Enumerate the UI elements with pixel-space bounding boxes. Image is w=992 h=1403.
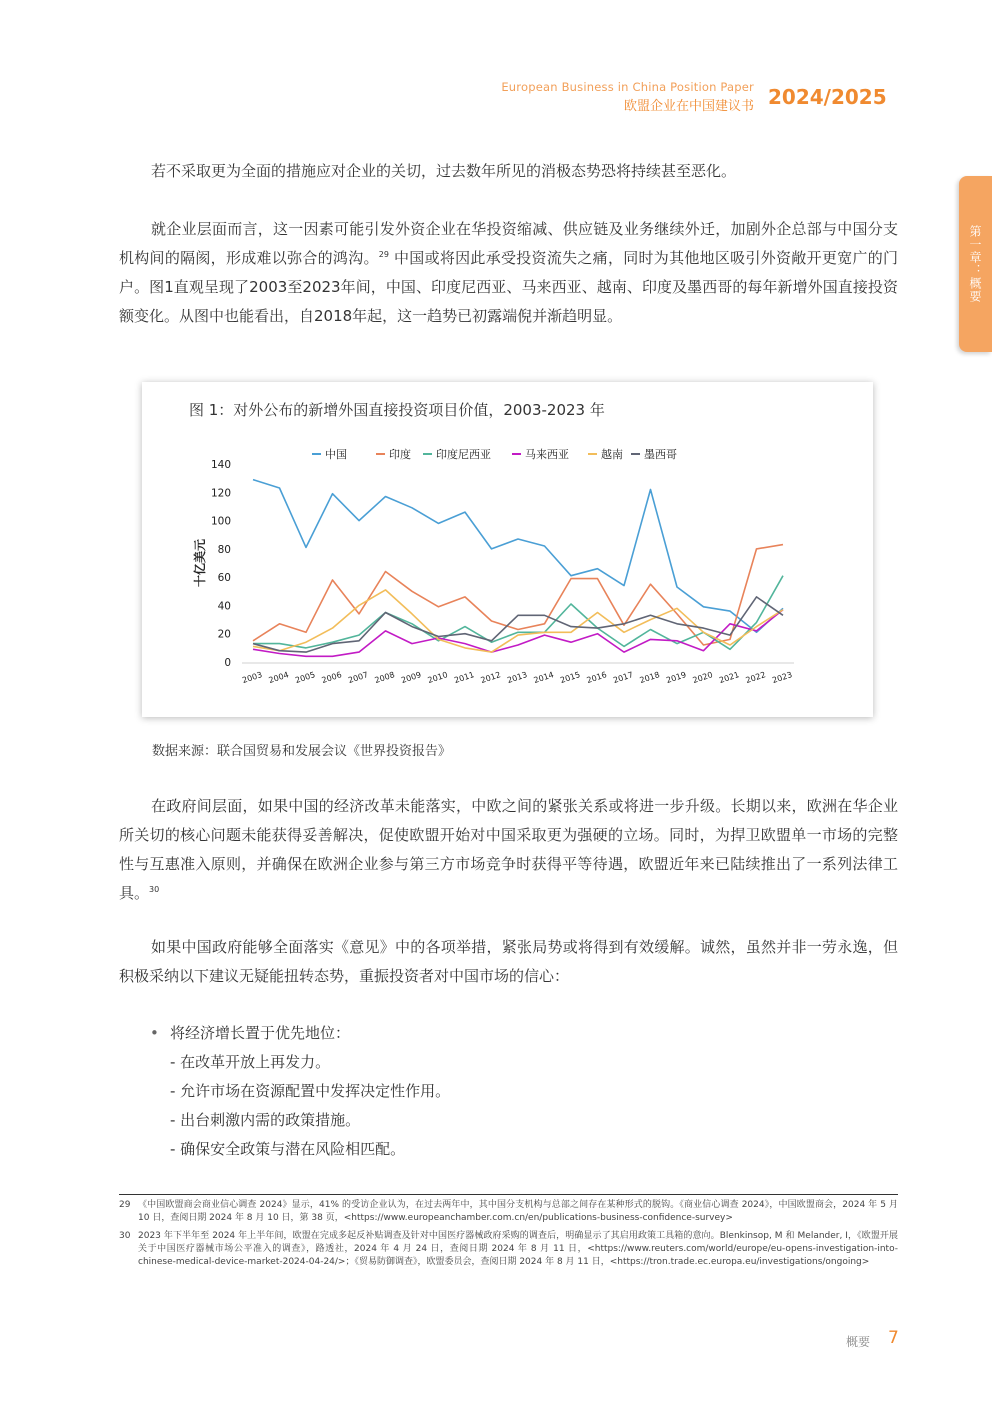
- page-number: 7: [888, 1328, 899, 1348]
- x-tick-label: 2007: [347, 670, 370, 686]
- paragraph-2: [119, 215, 898, 331]
- x-tick-label: 2016: [585, 670, 608, 686]
- x-tick-label: 2004: [267, 670, 290, 686]
- footnote-ref-29[interactable]: 29: [378, 250, 389, 259]
- legend-label: 中国: [325, 448, 347, 461]
- footer-section-label: 概要: [846, 1335, 871, 1349]
- series-line: [253, 576, 783, 650]
- line-chart: [142, 382, 873, 717]
- legend-label: 越南: [601, 448, 623, 461]
- y-tick-label: 0: [224, 657, 231, 669]
- series-line: [253, 545, 783, 645]
- footnote-number: 30: [119, 1231, 131, 1241]
- x-tick-label: 2011: [453, 670, 476, 686]
- footnote-29: [119, 1199, 898, 1225]
- series-line: [253, 480, 783, 633]
- recommendation-list: [150, 1019, 450, 1164]
- x-tick-label: 2014: [532, 670, 555, 686]
- x-tick-label: 2003: [241, 670, 264, 686]
- x-tick-label: 2008: [373, 670, 396, 686]
- y-axis-label: 十亿美元: [193, 538, 207, 588]
- x-tick-label: 2018: [638, 670, 661, 686]
- x-tick-label: 2009: [400, 670, 423, 686]
- footnote-ref-30[interactable]: 30: [149, 885, 160, 894]
- y-tick-label: 40: [217, 600, 231, 613]
- sub-item: - 出台刺激内需的政策措施。: [170, 1111, 361, 1129]
- paragraph-3-text: 在政府间层面，如果中国的经济改革未能落实，中欧之间的紧张关系或将进一步升级。长期以来，欧洲在华企业所关切的核心问题未能获得妥善解决，促使欧盟开始对中国采取更为强硬的立场。同时，为捍卫欧盟单一市场的完整性与互惠准入原则，并确保在欧洲企业参与第三方市场竞争时获得平等待遇，欧盟近年来已陆续推出了一系列法律工具。: [119, 797, 898, 902]
- header-english-title: European Business in China Position Paper: [501, 80, 754, 94]
- x-tick-label: 2006: [320, 670, 343, 686]
- x-tick-label: 2013: [506, 670, 529, 686]
- bullet-item: [150, 1019, 450, 1048]
- figure-1: [142, 382, 873, 717]
- paragraph-3: [119, 792, 898, 908]
- x-tick-label: 2022: [744, 670, 767, 686]
- paragraph-2-text-b: 中国或将因此承受投资流失之痛，同时为其他地区吸引外资敞开更宽广的门户。图1直观呈现了2003至2023年间，中国、印度尼西亚、马来西亚、越南、印度及墨西哥的每年新增外国直接投资额变化。从图中也能看出，自2018年起，这一趋势已初露端倪并渐趋明显。: [119, 249, 898, 325]
- sub-item: - 允许市场在资源配置中发挥决定性作用。: [170, 1082, 451, 1100]
- chapter-tab[interactable]: [959, 176, 992, 352]
- header-year: 2024/2025: [768, 85, 887, 109]
- x-tick-label: 2017: [612, 670, 635, 686]
- paragraph-4: 如果中国政府能够全面落实《意见》中的各项举措，紧张局势或将得到有效缓解。诚然，虽然并非一劳永逸，但积极采纳以下建议无疑能扭转态势，重振投资者对中国市场的信心：: [119, 938, 898, 985]
- footnote-divider: [119, 1194, 898, 1195]
- x-tick-label: 2005: [294, 670, 317, 686]
- bullet-item-label: 将经济增长置于优先地位：: [170, 1024, 351, 1042]
- legend-label: 印度尼西亚: [436, 448, 491, 461]
- x-tick-label: 2019: [665, 670, 688, 686]
- footnote-number: 29: [119, 1200, 131, 1210]
- chapter-tab-label: 第一章：概要: [968, 225, 982, 303]
- x-tick-label: 2010: [426, 670, 449, 686]
- paragraph-1: 若不采取更为全面的措施应对企业的关切，过去数年所见的消极态势恐将持续甚至恶化。: [151, 162, 737, 180]
- x-tick-label: 2020: [691, 670, 714, 686]
- y-tick-label: 20: [217, 628, 231, 641]
- sub-item: - 在改革开放上再发力。: [170, 1053, 331, 1071]
- legend-label: 墨西哥: [644, 448, 677, 461]
- footnote-text: 《中国欧盟商会商业信心调查 2024》显示，41% 的受访企业认为，在过去两年中，其中国分支机构与总部之间存在某种形式的脱钩。《商业信心调查 2024》，中国欧盟商会，2024 年 5 月 10 日，查阅日期 2024 年 8 月 10 日，第 38 页，<https://www.europeanchamber.com.cn/en/publications-business-confidence-survey>: [138, 1200, 898, 1224]
- legend-label: 印度: [389, 448, 411, 461]
- sub-item: - 确保安全政策与潜在风险相匹配。: [170, 1140, 406, 1158]
- y-tick-label: 100: [210, 515, 231, 528]
- header-chinese-title: 欧盟企业在中国建议书: [623, 99, 754, 114]
- x-tick-label: 2015: [559, 670, 582, 686]
- legend-label: 马来西亚: [525, 448, 569, 461]
- y-tick-label: 140: [210, 459, 231, 471]
- x-tick-label: 2021: [718, 670, 741, 686]
- footnote-text: 2023 年下半年至 2024 年上半年间，欧盟在完成多起反补贴调查及针对中国医疗器械政府采购的调查后，明确显示了其启用政策工具箱的意向。Blenkinsop, M 和 Melander, I，《欧盟开展关于中国医疗器械市场公平准入的调查》，路透社，2024 年 4 月 24 日，查阅日期 2024 年 8 月 11 日，<https://www.reuters.com/world/europe/eu-opens-investigation-into-chinese-medical-device-market-2024-04-24/>；《贸易防御调查》，欧盟委员会，查阅日期 2024 年 8 月 11 日，<https://tron.trade.ec.europa.eu/investigations/ongoing>: [138, 1231, 898, 1268]
- figure-source: 数据来源：联合国贸易和发展会议《世界投资报告》: [152, 744, 452, 759]
- y-tick-label: 120: [210, 487, 231, 500]
- x-tick-label: 2012: [479, 670, 502, 686]
- paragraph-2-text-a: 就企业层面而言，这一因素可能引发外资企业在华投资缩减、供应链及业务继续外迁，加剧外企总部与中国分支机构间的隔阂，形成难以弥合的鸿沟。: [119, 220, 898, 267]
- footnote-30: [119, 1230, 898, 1270]
- y-tick-label: 60: [217, 572, 231, 585]
- y-tick-label: 80: [217, 543, 231, 556]
- x-tick-label: 2023: [771, 670, 794, 686]
- figure-title: 图 1：对外公布的新增外国直接投资项目价值，2003-2023 年: [189, 401, 605, 419]
